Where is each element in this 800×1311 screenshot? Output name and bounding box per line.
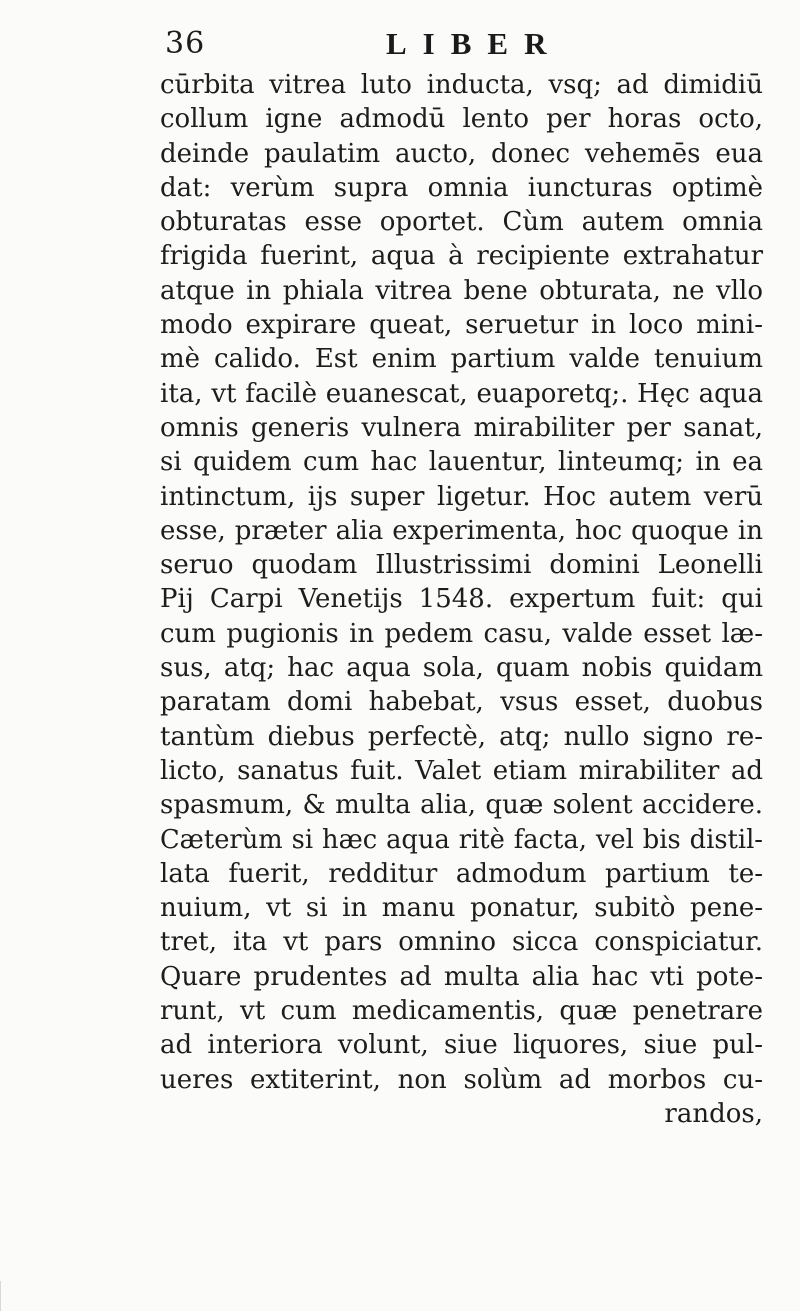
text-line: intinctum, ijs super ligetur. Hoc autem verū [160, 481, 763, 512]
text-line: runt, vt cum medicamentis, quæ penetrare [160, 996, 763, 1027]
text-line: collum igne admodū lento per horas octo, [160, 104, 763, 135]
page-edge [0, 1281, 31, 1311]
text-line: paratam domi habebat, vsus esset, duobus [160, 687, 763, 718]
text-line: esse, præter alia experimenta, hoc quoque in [160, 515, 763, 546]
text-line: ueres extiterint, non solùm ad morbos cu- [160, 1064, 763, 1095]
text-line: Pij Carpi Venetijs 1548. expertum fuit: qui [160, 584, 763, 615]
text-line: Cæterùm si hæc aqua ritè facta, vel bis distil- [160, 824, 763, 855]
text-line: ad interiora volunt, siue liquores, siue pul- [160, 1030, 763, 1061]
text-line: omnis generis vulnera mirabiliter per sanat, [160, 412, 763, 443]
page-header [0, 26, 800, 66]
text-line: deinde paulatim aucto, donec vehemēs eua [160, 138, 763, 169]
text-line: cūrbita vitrea luto inducta, vsq; ad dimidiū [160, 70, 763, 100]
text-line: frigida fuerint, aqua à recipiente extrahatur [160, 241, 763, 272]
page-number: 36 [165, 26, 206, 61]
text-line: seruo quodam Illustrissimi domini Leonelli [160, 550, 763, 581]
text-line: ita, vt facilè euanescat, euaporetq;. Hęc aqua [160, 378, 763, 409]
text-line: spasmum, & multa alia, quæ solent accidere. [160, 790, 763, 821]
body-text [160, 68, 763, 1131]
running-head: LIBER [386, 26, 563, 61]
text-line: modo expirare queat, seruetur in loco mini- [160, 310, 763, 341]
text-line: dat: verùm supra omnia iuncturas optimè [160, 172, 763, 203]
text-line: Quare prudentes ad multa alia hac vti pote- [160, 961, 763, 992]
text-line: atque in phiala vitrea bene obturata, ne vllo [160, 275, 763, 306]
text-line: tret, ita vt pars omnino sicca conspiciatur. [160, 927, 763, 958]
text-line: si quidem cum hac lauentur, linteumq; in ea [160, 447, 763, 478]
text-line: mè calido. Est enim partium valde tenuium [160, 344, 763, 375]
text-line: sus, atq; hac aqua sola, quam nobis quidam [160, 653, 763, 684]
text-line: obturatas esse oportet. Cùm autem omnia [160, 207, 763, 238]
catchword: randos, [664, 1098, 763, 1129]
text-line: tantùm diebus perfectè, atq; nullo signo re- [160, 721, 763, 752]
text-line: nuium, vt si in manu ponatur, subitò pene- [160, 893, 763, 924]
text-line: cum pugionis in pedem casu, valde esset læ- [160, 618, 763, 649]
text-line: licto, sanatus fuit. Valet etiam mirabiliter ad [160, 755, 763, 786]
text-line: lata fuerit, redditur admodum partium te- [160, 858, 763, 889]
